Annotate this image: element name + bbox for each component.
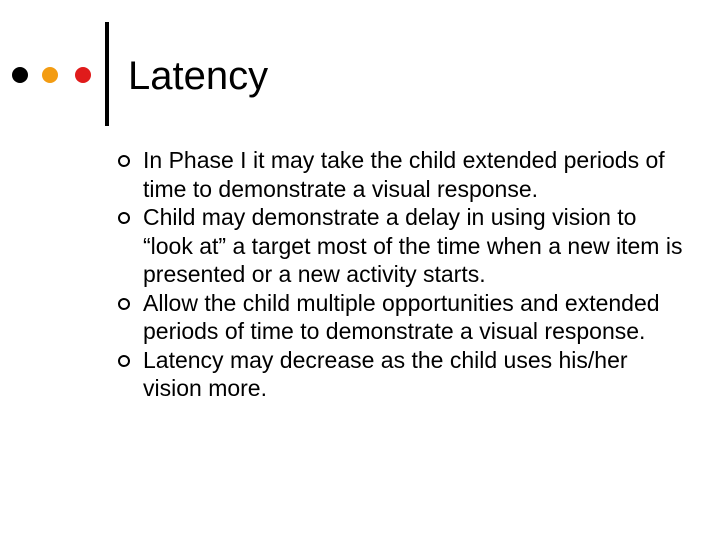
bullet-text: In Phase I it may take the child extended periods of time to demonstrate a visual response. — [143, 147, 665, 202]
decor-dot-black — [12, 67, 28, 83]
bullet-text: Latency may decrease as the child uses his/her vision more. — [143, 346, 628, 401]
title-divider — [105, 22, 109, 126]
bullet-text: Allow the child multiple opportunities and extended periods of time to demonstrate a visual response. — [143, 289, 660, 344]
bullet-text: Child may demonstrate a delay in using vision to “look at” a target most of the time when a new item is presented or a new activity starts. — [143, 204, 683, 287]
bullet-circle-icon — [118, 155, 130, 167]
bullet-item — [118, 289, 688, 346]
bullet-circle-icon — [118, 355, 130, 367]
bullet-item — [118, 346, 688, 403]
bullet-list — [118, 146, 688, 403]
decor-dot-orange — [42, 67, 58, 83]
bullet-item — [118, 146, 688, 203]
bullet-circle-icon — [118, 298, 130, 310]
bullet-item — [118, 203, 688, 289]
bullet-circle-icon — [118, 212, 130, 224]
slide-title: Latency — [128, 54, 269, 98]
decor-dot-red — [75, 67, 91, 83]
